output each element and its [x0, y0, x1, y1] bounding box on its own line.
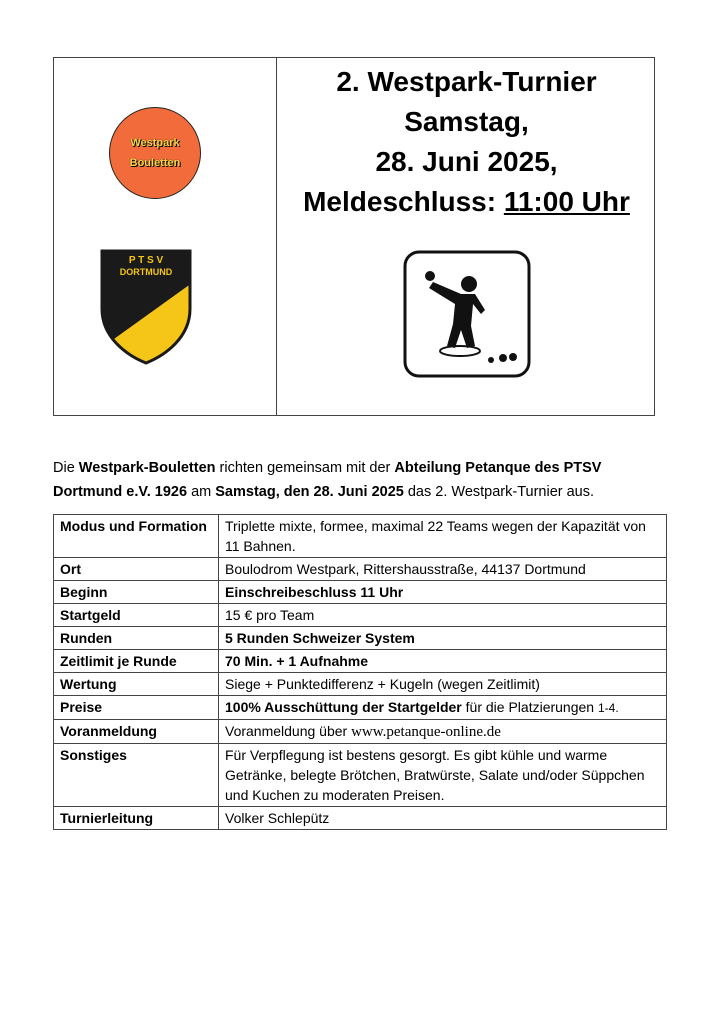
- row-key: Modus und Formation: [54, 515, 219, 558]
- intro-department: Abteilung Petanque des PTSV Dortmund e.V. 1926: [53, 460, 602, 500]
- table-row-beginn: [54, 581, 667, 604]
- row-value: Boulodrom Westpark, Rittershausstraße, 44137 Dortmund: [219, 558, 667, 581]
- row-key: Sonstiges: [54, 744, 219, 807]
- row-key: Beginn: [54, 581, 219, 604]
- ptsv-logo-line1: P T S V: [128, 255, 164, 266]
- row-key: Startgeld: [54, 604, 219, 627]
- ptsv-logo-line2: DORTMUND: [119, 267, 173, 277]
- row-key: Zeitlimit je Runde: [54, 650, 219, 673]
- intro-text-3: am: [187, 484, 216, 500]
- title-line-4: [277, 182, 656, 222]
- intro-text-4: das 2. Westpark-Turnier aus.: [403, 484, 595, 500]
- header-box: [53, 57, 655, 416]
- row-value: Triplette mixte, formee, maximal 22 Teams wegen der Kapazität von 11 Bahnen.: [219, 515, 667, 558]
- tournament-title: [277, 62, 656, 222]
- tournament-info-table: [53, 514, 667, 830]
- westpark-bouletten-logo: [109, 107, 201, 199]
- petanque-player-icon: [403, 250, 531, 378]
- registration-prefix: Voranmeldung über: [225, 723, 352, 739]
- intro-text-2: richten gemeinsam mit der: [215, 460, 395, 476]
- intro-date: Samstag, den 28. Juni 2025: [215, 484, 404, 500]
- row-value: Für Verpflegung ist bestens gesorgt. Es gibt kühle und warme Getränke, belegte Brötchen, Bratwürste, Salate und/oder Süppchen und Kuchen zu moderaten Preisen.: [219, 744, 667, 807]
- table-row-startgeld: [54, 604, 667, 627]
- title-line-2: Samstag,: [404, 106, 529, 137]
- title-line-1: 2. Westpark-Turnier: [336, 66, 597, 97]
- registration-deadline-label: Meldeschluss:: [303, 186, 504, 217]
- row-value: 15 € pro Team: [219, 604, 667, 627]
- westpark-logo-line2: Bouletten: [129, 157, 181, 169]
- row-value: 5 Runden Schweizer System: [219, 627, 667, 650]
- row-key: Preise: [54, 696, 219, 720]
- table-row-modus: [54, 515, 667, 558]
- table-row-runden: [54, 627, 667, 650]
- intro-paragraph: [53, 456, 673, 504]
- registration-website-link[interactable]: www.petanque-online.de: [351, 724, 501, 740]
- prize-rest-text: für die Platzierungen: [461, 699, 598, 715]
- table-row-wertung: [54, 673, 667, 696]
- table-row-preise: [54, 696, 667, 720]
- intro-text-1: Die: [53, 460, 79, 476]
- ptsv-dortmund-shield-logo: [100, 249, 192, 365]
- table-row-sonstiges: [54, 744, 667, 807]
- row-key: Voranmeldung: [54, 720, 219, 744]
- row-key: Ort: [54, 558, 219, 581]
- row-key: Runden: [54, 627, 219, 650]
- row-key: Wertung: [54, 673, 219, 696]
- westpark-logo-line1: Westpark: [130, 137, 180, 149]
- registration-deadline-time: 11:00 Uhr: [503, 186, 630, 217]
- row-value: Siege + Punktedifferenz + Kugeln (wegen Zeitlimit): [219, 673, 667, 696]
- row-value: Einschreibeschluss 11 Uhr: [219, 581, 667, 604]
- row-value: 70 Min. + 1 Aufnahme: [219, 650, 667, 673]
- table-row-turnierleitung: [54, 807, 667, 830]
- row-value: Volker Schlepütz: [219, 807, 667, 830]
- row-value: [219, 720, 667, 744]
- title-line-3: 28. Juni 2025,: [375, 146, 558, 177]
- prize-places: 1-4.: [597, 701, 619, 715]
- row-value: [219, 696, 667, 720]
- intro-organizer: Westpark-Bouletten: [78, 460, 216, 476]
- row-key: Turnierleitung: [54, 807, 219, 830]
- table-row-ort: [54, 558, 667, 581]
- table-row-zeitlimit: [54, 650, 667, 673]
- table-row-voranmeldung: [54, 720, 667, 744]
- prize-bold-text: 100% Ausschüttung der Startgelder: [225, 699, 462, 715]
